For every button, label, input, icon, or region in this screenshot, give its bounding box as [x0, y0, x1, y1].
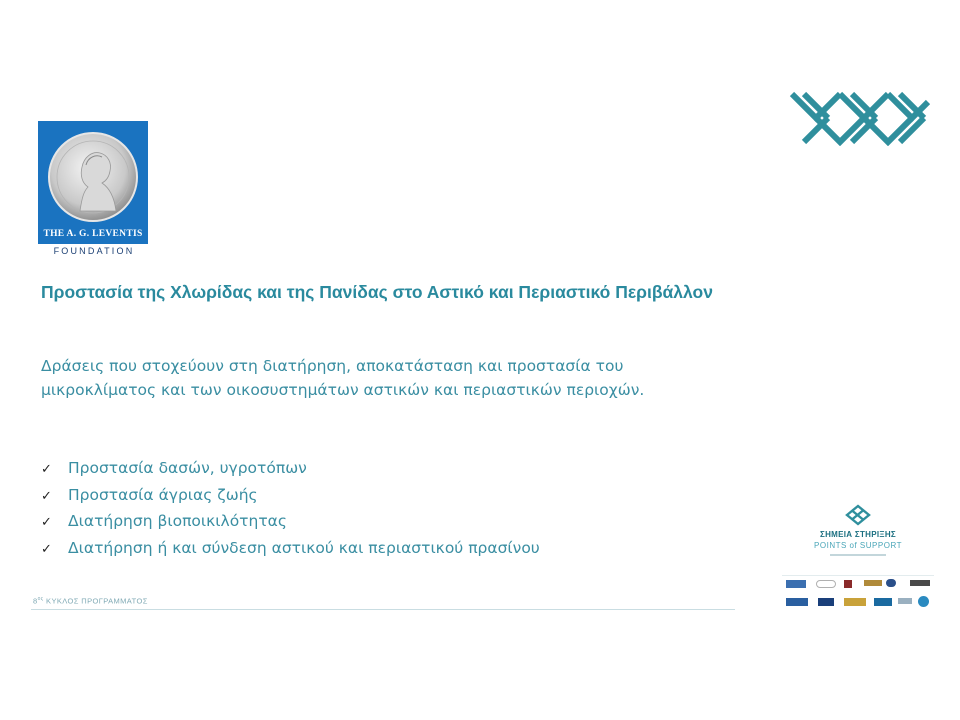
knot-pattern-icon	[788, 90, 930, 146]
partner-logo	[864, 580, 882, 586]
leventis-logo-box	[38, 121, 148, 244]
small-knot-icon	[845, 504, 871, 526]
partner-logo	[844, 598, 866, 606]
cycle-text: ΚΥΚΛΟΣ ΠΡΟΓΡΑΜΜΑΤΟΣ	[43, 596, 148, 606]
bullet-item	[41, 509, 540, 536]
bullet-list	[41, 456, 540, 562]
portrait-medal-icon	[38, 121, 148, 229]
partner-logo	[786, 580, 806, 588]
partner-logo	[886, 579, 896, 587]
checkmark-icon: ✓	[41, 462, 52, 477]
bullet-text: Διατήρηση βιοποικιλότητας	[68, 512, 287, 530]
points-of-support-logo	[813, 500, 903, 570]
program-cycle-label	[33, 596, 148, 606]
points-logo-tagline	[830, 554, 886, 556]
bullet-text: Προστασία άγριας ζωής	[68, 485, 258, 504]
footer-divider	[31, 609, 735, 610]
bullet-item	[41, 536, 540, 563]
points-logo-subtitle: POINTS of SUPPORT	[814, 541, 902, 550]
checkmark-icon: ✓	[41, 541, 52, 557]
cycle-suffix: ος	[37, 596, 44, 602]
bullet-text: Προστασία δασών, υγροτόπων	[68, 459, 307, 477]
partner-logo	[918, 596, 929, 607]
partner-logos	[782, 575, 934, 612]
partner-logo	[818, 598, 834, 606]
slide-description: Δράσεις που στοχεύουν στη διατήρηση, αποκατάσταση και προστασία του μικροκλίματος και των οικοσυστημάτων αστικών και περιαστικών περιοχών.	[41, 357, 645, 399]
checkmark-icon: ✓	[41, 488, 52, 504]
leventis-foundation-word: FOUNDATION	[53, 246, 135, 256]
partner-logo	[844, 580, 852, 588]
leventis-name: THE A. G. LEVENTIS	[43, 229, 143, 239]
partner-logo	[786, 598, 808, 606]
partner-logo	[910, 580, 930, 586]
checkmark-icon: ✓	[41, 515, 52, 530]
leventis-foundation-logo	[38, 121, 150, 257]
bullet-text: Διατήρηση ή και σύνδεση αστικού και περιαστικού πρασίνου	[68, 538, 540, 557]
points-logo-title: ΣΗΜΕΙΑ ΣΤΗΡΙΞΗΣ	[819, 530, 897, 539]
bullet-item	[41, 483, 540, 510]
cycle-number: 8	[33, 596, 38, 606]
bullet-item	[41, 456, 540, 483]
partner-logo	[816, 580, 836, 588]
partner-logo	[874, 598, 892, 606]
slide-title: Προστασία της Χλωρίδας και της Πανίδας στο Αστικό και Περιαστικό Περιβάλλον	[41, 282, 713, 302]
partner-logo	[898, 598, 912, 604]
